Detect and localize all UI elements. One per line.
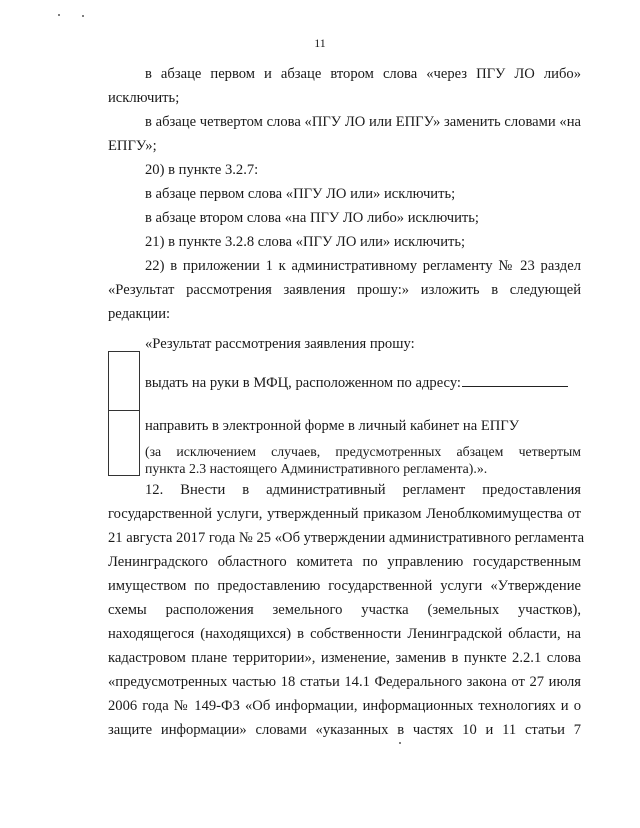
text-line: 21) в пункте 3.2.8 слова «ПГУ ЛО или» исключить;: [145, 234, 466, 250]
text-line: 2006 года № 149-ФЗ «Об информации, информационных технологиях и о: [108, 698, 581, 714]
text-line: в абзаце первом слова «ПГУ ЛО или» исключить;: [145, 186, 456, 202]
text-line: 20) в пункте 3.2.7:: [145, 162, 259, 178]
form-heading: «Результат рассмотрения заявления прошу:: [145, 336, 415, 352]
text-line: государственной услуги, утвержденный приказом Леноблкомимущества от: [108, 506, 581, 522]
text-line: кадастровом плане территории», изменение, заменив в пункте 2.2.1 слова: [108, 650, 581, 666]
scan-speck: [82, 15, 84, 17]
option-note: (за исключением случаев, предусмотренных абзацем четвертым: [145, 444, 581, 459]
text-line: 21 августа 2017 года № 25 «Об утверждении административного регламента: [108, 530, 585, 546]
checkbox-mfc[interactable]: [108, 351, 140, 411]
scan-speck: [58, 14, 60, 16]
option-note: пункта 2.3 настоящего Административного регламента).».: [145, 461, 488, 476]
address-blank: [462, 372, 568, 387]
text-line: в абзаце первом и абзаце втором слова «через ПГУ ЛО либо»: [145, 66, 581, 82]
text-line: имуществом по предоставлению государственной услуги «Утверждение: [108, 578, 581, 594]
text-line: находящегося (находящихся) в собственности Ленинградской области, на: [108, 626, 581, 642]
option-mfc-label: выдать на руки в МФЦ, расположенном по адресу:: [145, 375, 461, 391]
option-mfc-line: [145, 372, 568, 393]
text-line: 22) в приложении 1 к административному регламенту № 23 раздел: [145, 258, 581, 274]
option-epgu-label: направить в электронной форме в личный кабинет на ЕПГУ: [145, 418, 520, 434]
text-line: защите информации» словами «указанных в частях 10 и 11 статьи 7: [108, 722, 581, 738]
checkbox-epgu[interactable]: [108, 410, 140, 476]
text-line: в абзаце четвертом слова «ПГУ ЛО или ЕПГУ» заменить словами «на: [145, 114, 581, 130]
text-line: «предусмотренных частью 18 статьи 14.1 Федерального закона от 27 июля: [108, 674, 581, 690]
text-line: 12. Внести в административный регламент предоставления: [145, 482, 581, 498]
text-line: Ленинградского областного комитета по управлению государственным: [108, 554, 581, 570]
page-number: 11: [314, 36, 326, 50]
text-line: ЕПГУ»;: [108, 138, 157, 154]
text-line: схемы расположения земельного участка (земельных участков),: [108, 602, 581, 618]
text-line: исключить;: [108, 90, 180, 106]
text-line: в абзаце втором слова «на ПГУ ЛО либо» исключить;: [145, 210, 479, 226]
text-line: редакции:: [108, 306, 171, 322]
scan-speck: [399, 742, 401, 744]
text-line: «Результат рассмотрения заявления прошу:» изложить в следующей: [108, 282, 581, 298]
